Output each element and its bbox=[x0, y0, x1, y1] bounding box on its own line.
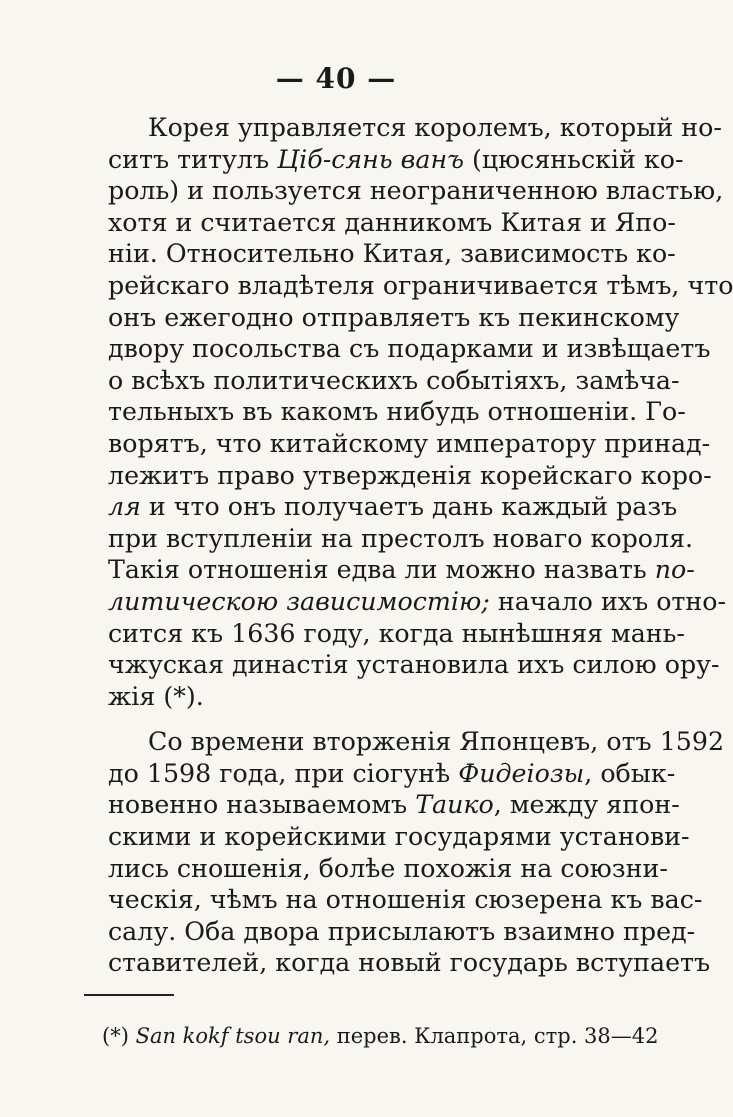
text-line: литическою зависимостію; начало ихъ отно- bbox=[108, 586, 727, 616]
text-line: двору посольства съ подарками и извѣщаетъ bbox=[108, 334, 711, 364]
text-line: ворятъ, что китайскому императору принад- bbox=[108, 428, 711, 458]
text-line: скими и корейскими государями установи- bbox=[108, 822, 690, 852]
text-line: салу. Оба двора присылаютъ взаимно пред- bbox=[108, 916, 696, 946]
paragraph bbox=[108, 726, 725, 979]
footnote-marker: (*) bbox=[102, 1024, 129, 1048]
text-line: ставителей, когда новый государь вступаетъ bbox=[108, 948, 711, 978]
text-line: до 1598 года, при сіогунѣ Фидеіозы, обык- bbox=[108, 758, 676, 788]
text-line: чжуская династія установила ихъ силою ору- bbox=[108, 650, 720, 680]
text-line: Со времени вторженія Японцевъ, отъ 1592 bbox=[148, 727, 725, 757]
footnote-rule bbox=[84, 994, 174, 996]
footnote bbox=[102, 1022, 659, 1050]
footnote-source-title: San kokf tsou ran, bbox=[135, 1024, 331, 1048]
text-line: ситъ титулъ Ціб-сянь ванъ (цюсяньскій ко- bbox=[108, 144, 684, 174]
text-line: рейскаго владѣтеля ограничивается тѣмъ, что bbox=[108, 270, 733, 300]
paragraph bbox=[108, 112, 733, 712]
italic-text: по- bbox=[654, 555, 695, 585]
text-line: ля и что онъ получаетъ дань каждый разъ bbox=[108, 492, 678, 522]
text-line: Корея управляется королемъ, который но- bbox=[148, 113, 722, 142]
italic-text: Фидеіозы bbox=[458, 758, 585, 788]
text-line: Такія отношенія едва ли можно назвать по- bbox=[108, 555, 695, 585]
text-line: при вступленіи на престолъ новаго короля. bbox=[108, 523, 694, 553]
text-line: новенно называемомъ Таико, между япон- bbox=[108, 790, 680, 820]
text-line: ніи. Относительно Китая, зависимость ко- bbox=[108, 239, 676, 269]
footnote-text: перев. Клапрота, стр. 38—42 bbox=[330, 1024, 659, 1048]
page-number: — 40 — bbox=[275, 62, 397, 95]
italic-text: литическою зависимостію; bbox=[108, 586, 490, 616]
text-line: роль) и пользуется неограниченною властью, bbox=[108, 176, 724, 206]
italic-text: Таико bbox=[415, 790, 494, 820]
text-line: сится къ 1636 году, когда нынѣшняя мань- bbox=[108, 618, 685, 648]
text-line: хотя и считается данникомъ Китая и Япо- bbox=[108, 207, 676, 237]
text-line: о всѣхъ политическихъ событіяхъ, замѣча- bbox=[108, 365, 680, 395]
italic-text: ля bbox=[108, 492, 141, 522]
text-line: тельныхъ въ какомъ нибудь отношеніи. Го- bbox=[108, 397, 686, 427]
text-line: онъ ежегодно отправляетъ къ пекинскому bbox=[108, 302, 680, 332]
text-line: лежитъ право утвержденія корейскаго коро- bbox=[108, 460, 712, 490]
text-line: лись сношенія, болѣе похожія на союзни- bbox=[108, 853, 668, 883]
body-text bbox=[108, 112, 733, 979]
italic-text: Ціб-сянь ванъ bbox=[277, 144, 464, 174]
text-line: жія (*). bbox=[108, 681, 204, 711]
text-line: ческія, чѣмъ на отношенія сюзерена къ вас- bbox=[108, 885, 703, 915]
